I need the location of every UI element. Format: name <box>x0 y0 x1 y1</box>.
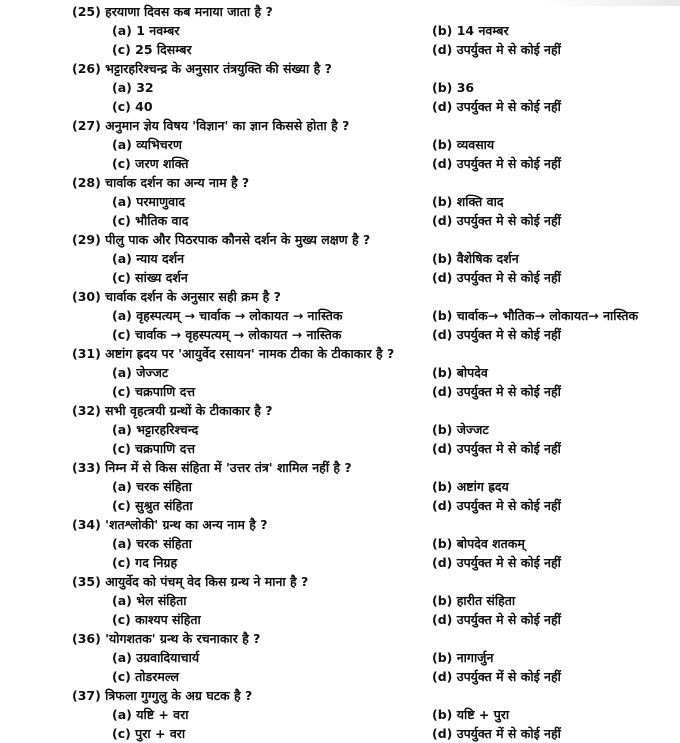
question-text: (37) त्रिफला गुग्गुलु के अग्र घटक है ? <box>72 688 253 703</box>
option-row <box>0 21 680 40</box>
option-row <box>0 705 680 724</box>
option-row <box>0 268 680 287</box>
option-a: (a) चरक संहिता <box>112 479 192 494</box>
question-block <box>0 116 680 173</box>
option-b: (b) बोपदेव शतकम् <box>432 536 525 551</box>
option-c: (c) काश्यप संहिता <box>112 612 201 627</box>
option-b: (b) अष्टांग ह्रदय <box>432 479 509 494</box>
option-d: (d) उपर्युक्त मे से कोई नहीं <box>432 327 561 342</box>
option-row <box>0 534 680 553</box>
option-b: (b) बोपदेव <box>432 365 488 380</box>
option-row <box>0 325 680 344</box>
option-b: (b) जेज्जट <box>432 422 489 437</box>
question-block <box>0 572 680 629</box>
option-row <box>0 40 680 59</box>
option-a: (a) भेल संहिता <box>112 593 187 608</box>
option-row <box>0 439 680 458</box>
option-row <box>0 154 680 173</box>
option-a: (a) उग्रवादियाचार्य <box>112 650 200 665</box>
option-c: (c) तोडरमल्ल <box>112 669 179 684</box>
option-a: (a) यष्टि + वरा <box>112 707 189 722</box>
option-d: (d) उपर्युक्त मे से कोई नहीं <box>432 270 561 285</box>
option-d: (d) उपर्युक्त मे से कोई नहीं <box>432 42 561 57</box>
option-d: (d) उपर्युक्त में से कोई नहीं <box>432 669 561 684</box>
option-b: (b) यष्टि + पुरा <box>432 707 510 722</box>
option-c: (c) गद निग्रह <box>112 555 178 570</box>
question-block <box>0 2 680 59</box>
option-d: (d) उपर्युक्त मे से कोई नहीं <box>432 441 561 456</box>
option-row <box>0 420 680 439</box>
option-a: (a) 32 <box>112 80 154 95</box>
option-row <box>0 496 680 515</box>
option-a: (a) 1 नवम्बर <box>112 23 180 38</box>
option-b: (b) 36 <box>432 80 475 95</box>
question-block <box>0 59 680 116</box>
question-text: (31) अष्टांग ह्रदय पर 'आयुर्वेद रसायन' नामक टीका के टीकाकार है ? <box>72 346 395 361</box>
option-c: (c) चक्रपाणि दत्त <box>112 441 195 456</box>
option-b: (b) शक्ति वाद <box>432 194 504 209</box>
question-block <box>0 629 680 686</box>
option-row <box>0 382 680 401</box>
question-block <box>0 230 680 287</box>
question-text: (29) पीलु पाक और पिठरपाक कौनसे दर्शन के मुख्य लक्षण है ? <box>72 232 371 247</box>
option-a: (a) परमाणुवाद <box>112 194 186 209</box>
option-d: (d) उपर्युक्त में से कोई नहीं <box>432 726 561 741</box>
option-c: (c) पुरा + वरा <box>112 726 186 741</box>
question-text: (27) अनुमान ज्ञेय विषय 'विज्ञान' का ज्ञान किससे होता है ? <box>72 118 350 133</box>
option-d: (d) उपर्युक्त मे से कोई नहीं <box>432 384 561 399</box>
option-c: (c) भौतिक वाद <box>112 213 189 228</box>
option-b: (b) व्यवसाय <box>432 137 495 152</box>
question-text: (33) निम्न में से किस संहिता में 'उत्तर तंत्र' शामिल नहीं है ? <box>72 460 352 475</box>
question-text: (36) 'योगशतक' ग्रन्थ के रचनाकार है ? <box>72 631 261 646</box>
option-d: (d) उपर्युक्त मे से कोई नहीं <box>432 612 561 627</box>
option-b: (b) नागार्जुन <box>432 650 494 665</box>
question-block <box>0 401 680 458</box>
option-d: (d) उपर्युक्त मे से कोई नहीं <box>432 498 561 513</box>
option-row <box>0 724 680 743</box>
question-text: (32) सभी वृहत्त्रयी ग्रन्थों के टीकाकार है ? <box>72 403 273 418</box>
option-row <box>0 363 680 382</box>
option-row <box>0 192 680 211</box>
option-c: (c) जरण शक्ति <box>112 156 189 171</box>
question-sheet <box>0 2 680 743</box>
question-text: (26) भट्टारहरिश्चन्द्र के अनुसार तंत्रयुक्ति की संख्या है ? <box>72 61 332 76</box>
option-row <box>0 78 680 97</box>
question-block <box>0 458 680 515</box>
question-text: (30) चार्वाक दर्शन के अनुसार सही क्रम है ? <box>72 289 281 304</box>
question-block <box>0 287 680 344</box>
option-b: (b) हारीत संहिता <box>432 593 516 608</box>
option-c: (c) सांख्य दर्शन <box>112 270 188 285</box>
question-block <box>0 515 680 572</box>
option-row <box>0 249 680 268</box>
option-row <box>0 553 680 572</box>
option-a: (a) न्याय दर्शन <box>112 251 185 266</box>
option-d: (d) उपर्युक्त मे से कोई नहीं <box>432 99 561 114</box>
option-c: (c) सुश्रुत संहिता <box>112 498 193 513</box>
option-row <box>0 211 680 230</box>
option-c: (c) चार्वाक → वृहस्पत्यम् → लोकायत → नास्तिक <box>112 327 342 342</box>
option-b: (b) वैशेषिक दर्शन <box>432 251 519 266</box>
option-d: (d) उपर्युक्त मे से कोई नहीं <box>432 213 561 228</box>
option-a: (a) जेज्जट <box>112 365 169 380</box>
option-d: (d) उपर्युक्त मे से कोई नहीं <box>432 156 561 171</box>
option-b: (b) चार्वाक→ भौतिक→ लोकायत→ नास्तिक <box>432 308 639 323</box>
option-c: (c) 40 <box>112 99 153 114</box>
question-block <box>0 344 680 401</box>
option-a: (a) भट्टारहरिश्चन्द <box>112 422 199 437</box>
option-row <box>0 667 680 686</box>
option-row <box>0 610 680 629</box>
option-row <box>0 591 680 610</box>
option-a: (a) चरक संहिता <box>112 536 192 551</box>
option-row <box>0 97 680 116</box>
question-text: (34) 'शतश्लोकी' ग्रन्थ का अन्य नाम है ? <box>72 517 268 532</box>
question-text: (28) चार्वाक दर्शन का अन्य नाम है ? <box>72 175 250 190</box>
option-a: (a) वृहस्पत्यम् → चार्वाक → लोकायत → नास्तिक <box>112 308 343 323</box>
option-c: (c) 25 दिसम्बर <box>112 42 192 57</box>
question-block <box>0 173 680 230</box>
option-c: (c) चक्रपाणि दत्त <box>112 384 195 399</box>
question-text: (25) हरयाणा दिवस कब मनाया जाता है ? <box>72 4 273 19</box>
option-d: (d) उपर्युक्त मे से कोई नहीं <box>432 555 561 570</box>
option-row <box>0 648 680 667</box>
option-row <box>0 135 680 154</box>
question-block <box>0 686 680 743</box>
option-b: (b) 14 नवम्बर <box>432 23 509 38</box>
option-row <box>0 477 680 496</box>
option-row <box>0 306 680 325</box>
question-text: (35) आयुर्वेद को पंचम् वेद किस ग्रन्थ ने माना है ? <box>72 574 309 589</box>
option-a: (a) व्यभिचरण <box>112 137 182 152</box>
